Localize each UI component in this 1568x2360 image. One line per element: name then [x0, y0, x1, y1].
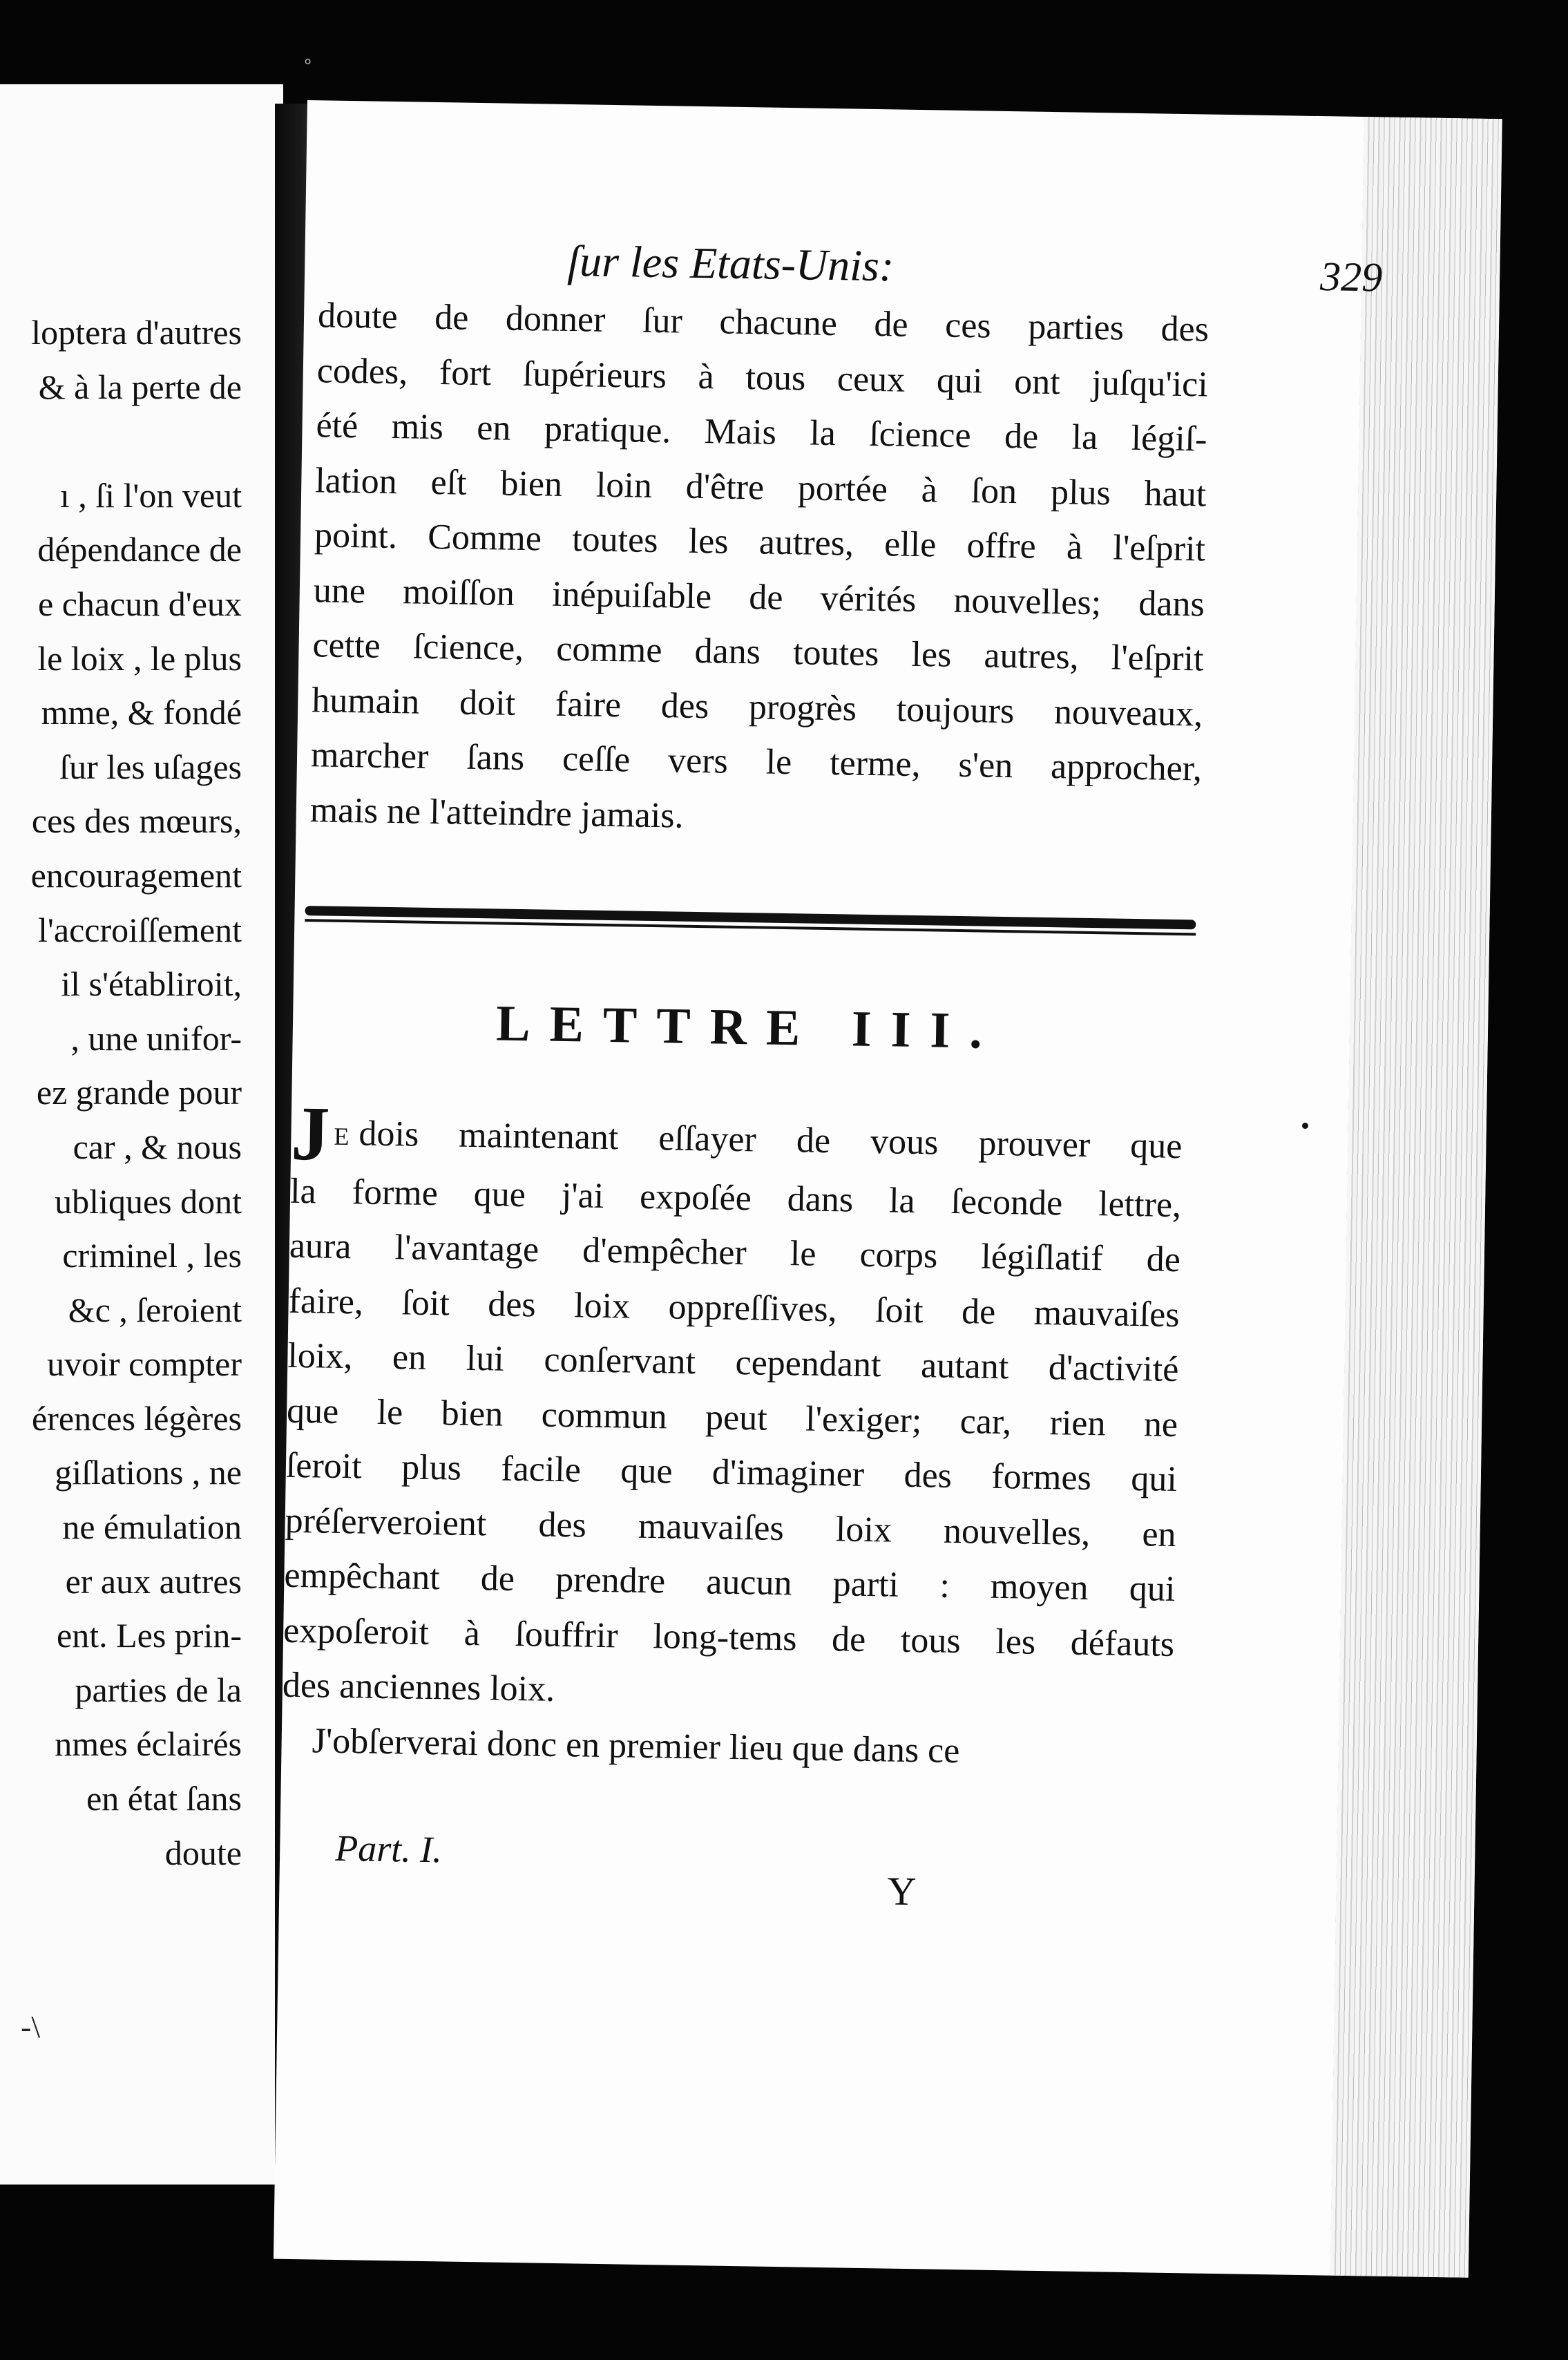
- left-page-line: uvoir compter: [47, 1344, 242, 1384]
- letter-line: préſerveroient des mauvaiſes loix nouvelles, en: [285, 1501, 1176, 1554]
- letter-line: loix, en lui conſervant cependant autant d'activité: [287, 1335, 1179, 1390]
- left-page-line: ubliques dont: [55, 1181, 242, 1221]
- left-page: [0, 84, 283, 2185]
- left-page-line: &c , ſeroient: [68, 1290, 242, 1329]
- first-word-rest: E: [334, 1122, 352, 1151]
- continuation-line: mais ne l'atteindre jamais.: [309, 790, 684, 836]
- letter-line: des anciennes loix.: [282, 1665, 555, 1709]
- right-page: [274, 100, 1502, 2278]
- left-page-line: en état ſans: [86, 1779, 242, 1818]
- continuation-line: doute de donner ſur chacune de ces parties des: [317, 296, 1210, 350]
- left-page-line: [0, 414, 242, 468]
- scan-speck: ◦: [304, 48, 312, 73]
- left-page-line: il s'établiroit,: [61, 964, 242, 1004]
- margin-dot: [1302, 1123, 1308, 1129]
- letter-line: faire, ſoit des loix oppreſſives, ſoit de mauvaiſes: [288, 1281, 1180, 1335]
- left-page-line: mme, & fondé: [41, 693, 242, 732]
- continuation-line: une moiſſon inépuiſable de vérités nouvelles; dans: [313, 570, 1205, 624]
- left-page-line: nmes éclairés: [55, 1724, 242, 1764]
- left-page-line: & à la perte de: [38, 367, 242, 406]
- left-page-line: er aux autres: [65, 1561, 242, 1601]
- continuation-line: été mis en pratique. Mais la ſcience de la légiſ-: [316, 406, 1207, 459]
- letter-line: que le bien commun peut l'exiger; car, rien ne: [286, 1391, 1178, 1445]
- left-page-line: dépendance de: [37, 530, 242, 569]
- section-rule: [305, 906, 1196, 935]
- left-page-line: parties de la: [75, 1670, 242, 1709]
- letter-line: la forme que j'ai expoſée dans la ſeconde lettre,: [289, 1171, 1182, 1225]
- letter-line: aura l'avantage d'empêcher le corps légiſlatif de: [289, 1226, 1181, 1280]
- letter-first-line-text: dois maintenant eſſayer de vous prouver que: [358, 1114, 1183, 1167]
- next-paragraph-line: J'obſerverai donc en premier lieu que dans ce: [312, 1720, 960, 1771]
- running-title: ſur les Etats-Unis:: [566, 236, 895, 291]
- left-page-line: ez grande pour: [36, 1073, 242, 1112]
- signature-letter: Y: [886, 1868, 917, 1914]
- letter-line: empêchant de prendre aucun parti : moyen qui: [284, 1555, 1176, 1609]
- letter-line: expoſeroit à ſouffrir long-tems de tous les défauts: [283, 1610, 1175, 1664]
- left-page-line: , une unifor-: [70, 1018, 242, 1058]
- left-page-line: ne émulation: [62, 1507, 242, 1547]
- left-page-line: encouragement: [30, 855, 242, 895]
- signature-mark-part: Part. I.: [334, 1827, 443, 1871]
- left-page-line: doute: [164, 1833, 242, 1872]
- continuation-line: lation eſt bien loin d'être portée à ſon plus haut: [314, 460, 1207, 515]
- continuation-line: point. Comme toutes les autres, elle offre à l'eſprit: [314, 515, 1206, 569]
- left-page-line: giſlations , ne: [55, 1453, 242, 1492]
- continuation-line: humain doit faire des progrès toujours nouveaux,: [311, 680, 1203, 734]
- left-page-line: le loix , le plus: [37, 638, 242, 678]
- page-number: 329: [1319, 254, 1383, 301]
- left-page-text: [0, 305, 242, 1880]
- left-page-line: ſur les uſages: [59, 747, 242, 786]
- page-edges: [1330, 117, 1502, 2278]
- continuation-paragraph: [309, 288, 1209, 851]
- left-page-line: loptera d'autres: [31, 313, 242, 352]
- drop-cap: J: [290, 1090, 331, 1177]
- continuation-line: marcher ſans ceſſe vers le terme, s'en approcher,: [310, 735, 1203, 789]
- left-page-line: criminel , les: [62, 1236, 242, 1275]
- letter-body: [281, 1090, 1183, 1782]
- left-page-line: ent. Les prin-: [57, 1616, 242, 1655]
- continuation-line: codes, fort ſupérieurs à tous ceux qui ont juſqu'ici: [316, 350, 1209, 405]
- left-page-line: car , & nous: [73, 1127, 242, 1166]
- left-margin-mark: -\: [21, 2009, 41, 2044]
- left-page-line: ı , ſi l'on veut: [59, 475, 242, 515]
- letter-heading: LETTRE III.: [495, 995, 1002, 1060]
- letter-line: ſeroit plus facile que d'imaginer des formes qui: [285, 1445, 1178, 1500]
- left-page-line: érences légères: [32, 1398, 242, 1438]
- left-page-line: l'accroiſſement: [38, 910, 242, 949]
- continuation-line: cette ſcience, comme dans toutes les autres, l'eſprit: [312, 625, 1204, 679]
- left-page-line: ces des mœurs,: [31, 801, 242, 841]
- left-page-line: e chacun d'eux: [38, 584, 242, 623]
